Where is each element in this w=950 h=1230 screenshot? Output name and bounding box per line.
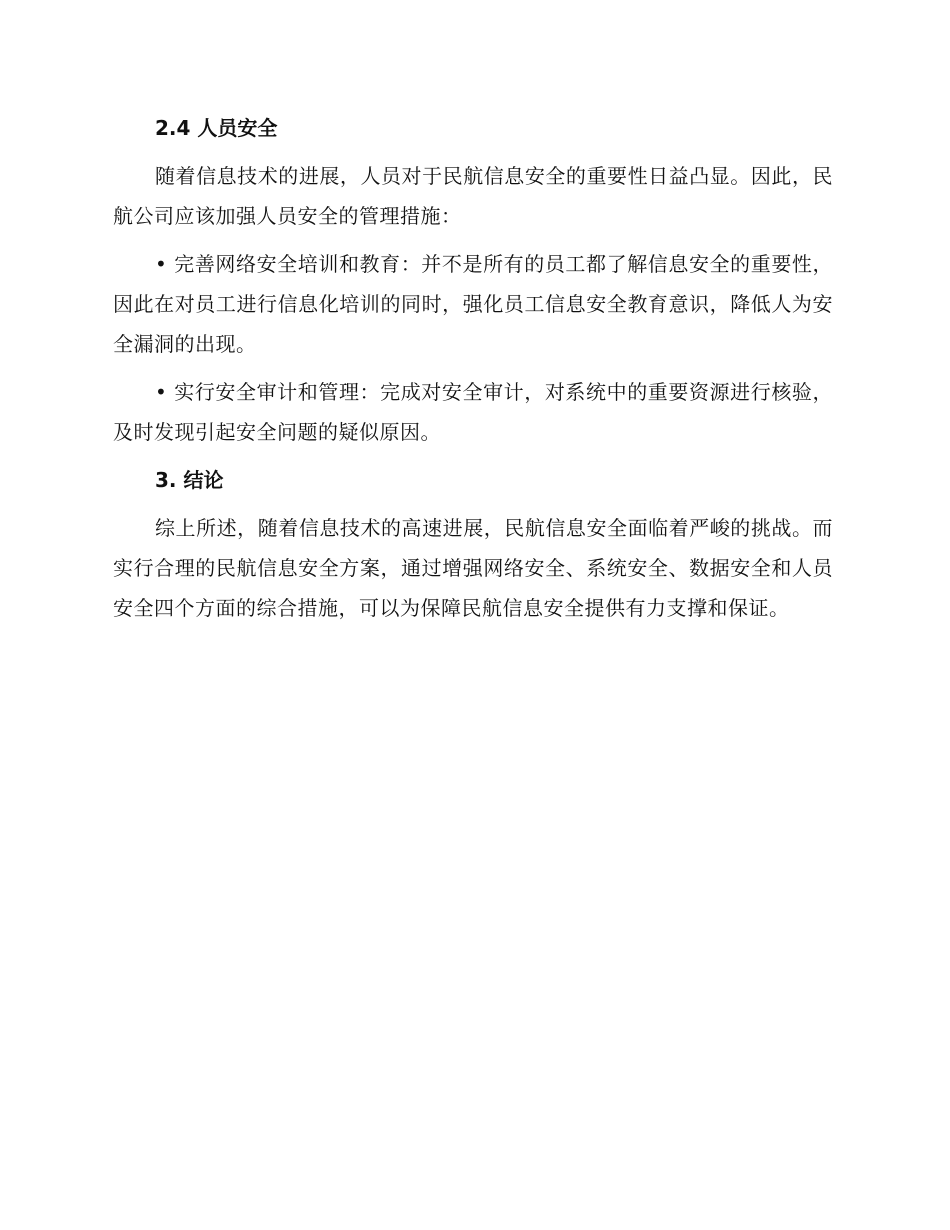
bullet-training-education: • 完善网络安全培训和教育：并不是所有的员工都了解信息安全的重要性，因此在对员工进行信息化培训的同时，强化员工信息安全教育意识，降低人为安全漏洞的出现。	[113, 252, 833, 356]
section-heading-conclusion: 3. 结论	[155, 468, 224, 492]
section-heading-personnel-security: 2.4 人员安全	[155, 116, 278, 140]
bullet-audit-management: • 实行安全审计和管理：完成对安全审计，对系统中的重要资源进行核验，及时发现引起安全问题的疑似原因。	[113, 380, 833, 444]
paragraph-conclusion: 综上所述，随着信息技术的高速进展，民航信息安全面临着严峻的挑战。而实行合理的民航信息安全方案，通过增强网络安全、系统安全、数据安全和人员安全四个方面的综合措施，可以为保障民航信息安全提供有力支撑和保证。	[113, 516, 833, 620]
document-page	[113, 108, 833, 636]
paragraph-personnel-intro: 随着信息技术的进展，人员对于民航信息安全的重要性日益凸显。因此，民航公司应该加强人员安全的管理措施：	[113, 164, 833, 228]
